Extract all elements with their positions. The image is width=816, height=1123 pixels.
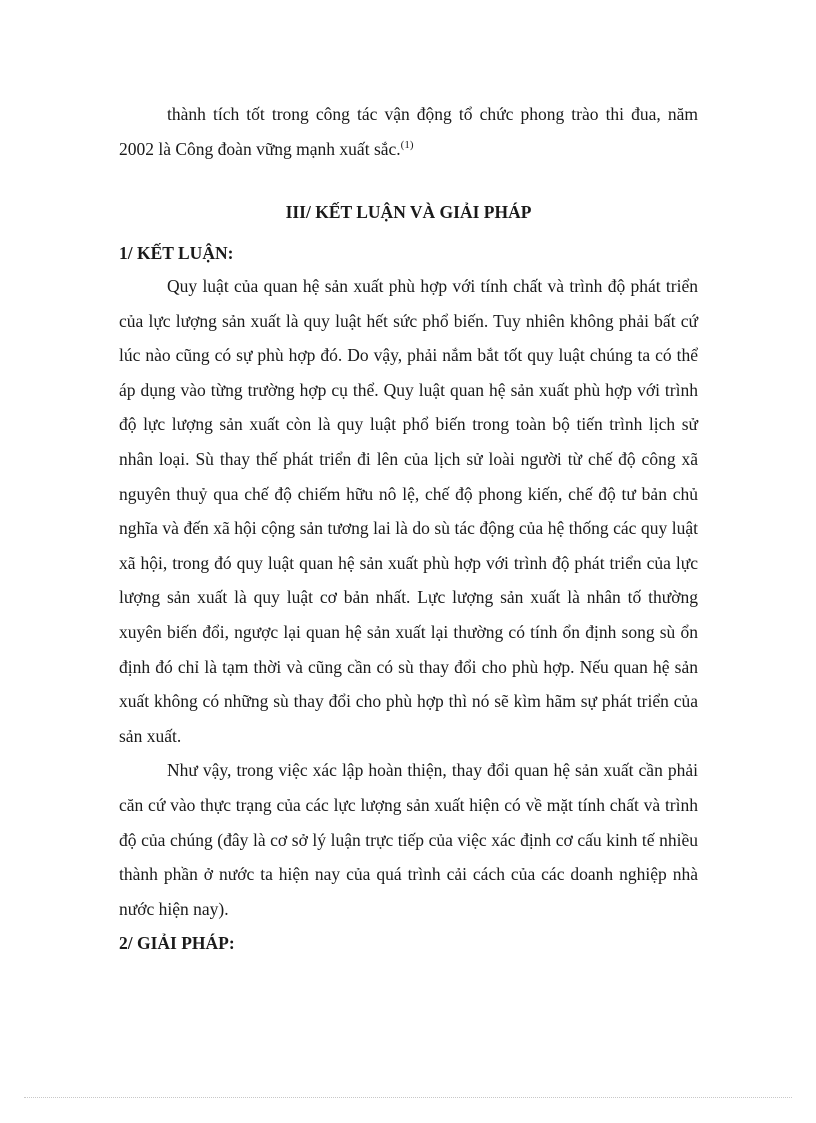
heading-ket-luan: 1/ KẾT LUẬN:: [119, 243, 234, 263]
intro-text: thành tích tốt trong công tác vận động tổ chức phong trào thi đua, năm 2002 là Công đoàn vững mạnh xuất sắc.: [119, 104, 698, 159]
section-title: III/ KẾT LUẬN VÀ GIẢI PHÁP: [285, 202, 532, 222]
paragraph-1: Quy luật của quan hệ sản xuất phù hợp với tính chất và trình độ phát triển của lực lượng sản xuất là quy luật hết sức phổ biến. Tuy nhiên không phải bất cứ lúc nào cũng có sự phù hợp đó. Do vậy, phải nắm bắt tốt quy luật chúng ta có thể áp dụng vào từng trường hợp cụ thể. Quy luật quan hệ sản xuất phù hợp với trình độ lực lượng sản xuất còn là quy luật phổ biến trong toàn bộ tiến trình lịch sử nhân loại. Sù thay thế phát triển đi lên của lịch sử loài người từ chế độ công xã nguyên thuỷ qua chế độ chiếm hữu nô lệ, chế độ phong kiến, chế độ tư bản chủ nghĩa và đến xã hội cộng sản tương lai là do sù tác động của hệ thống các quy luật xã hội, trong đó quy luật quan hệ sản xuất phù hợp với trình độ phát triển của lực lượng sản xuất là quy luật cơ bản nhất. Lực lượng sản xuất là nhân tố thường xuyên biến đổi, ngược lại quan hệ sản xuất lại thường có tính ổn định song sù ổn định đó chỉ là tạm thời và cũng cần có sù thay đổi cho phù hợp. Nếu quan hệ sản xuất không có những sù thay đổi cho phù hợp thì nó sẽ kìm hãm sự phát triển của sản xuất.: [119, 276, 698, 746]
heading-giai-phap: 2/ GIẢI PHÁP:: [119, 933, 235, 953]
intro-paragraph: [119, 97, 698, 166]
conclusion-body: [119, 269, 698, 926]
page-bottom-rule: [24, 1097, 792, 1098]
footnote-ref: (1): [400, 138, 414, 151]
paragraph-2: Như vậy, trong việc xác lập hoàn thiện, thay đổi quan hệ sản xuất cần phải căn cứ vào thực trạng của các lực lượng sản xuất hiện có về mặt tính chất và trình độ của chúng (đây là cơ sở lý luận trực tiếp của việc xác định cơ cấu kinh tế nhiều thành phần ở nước ta hiện nay của quá trình cải cách của các doanh nghiệp nhà nước hiện nay).: [119, 760, 698, 919]
